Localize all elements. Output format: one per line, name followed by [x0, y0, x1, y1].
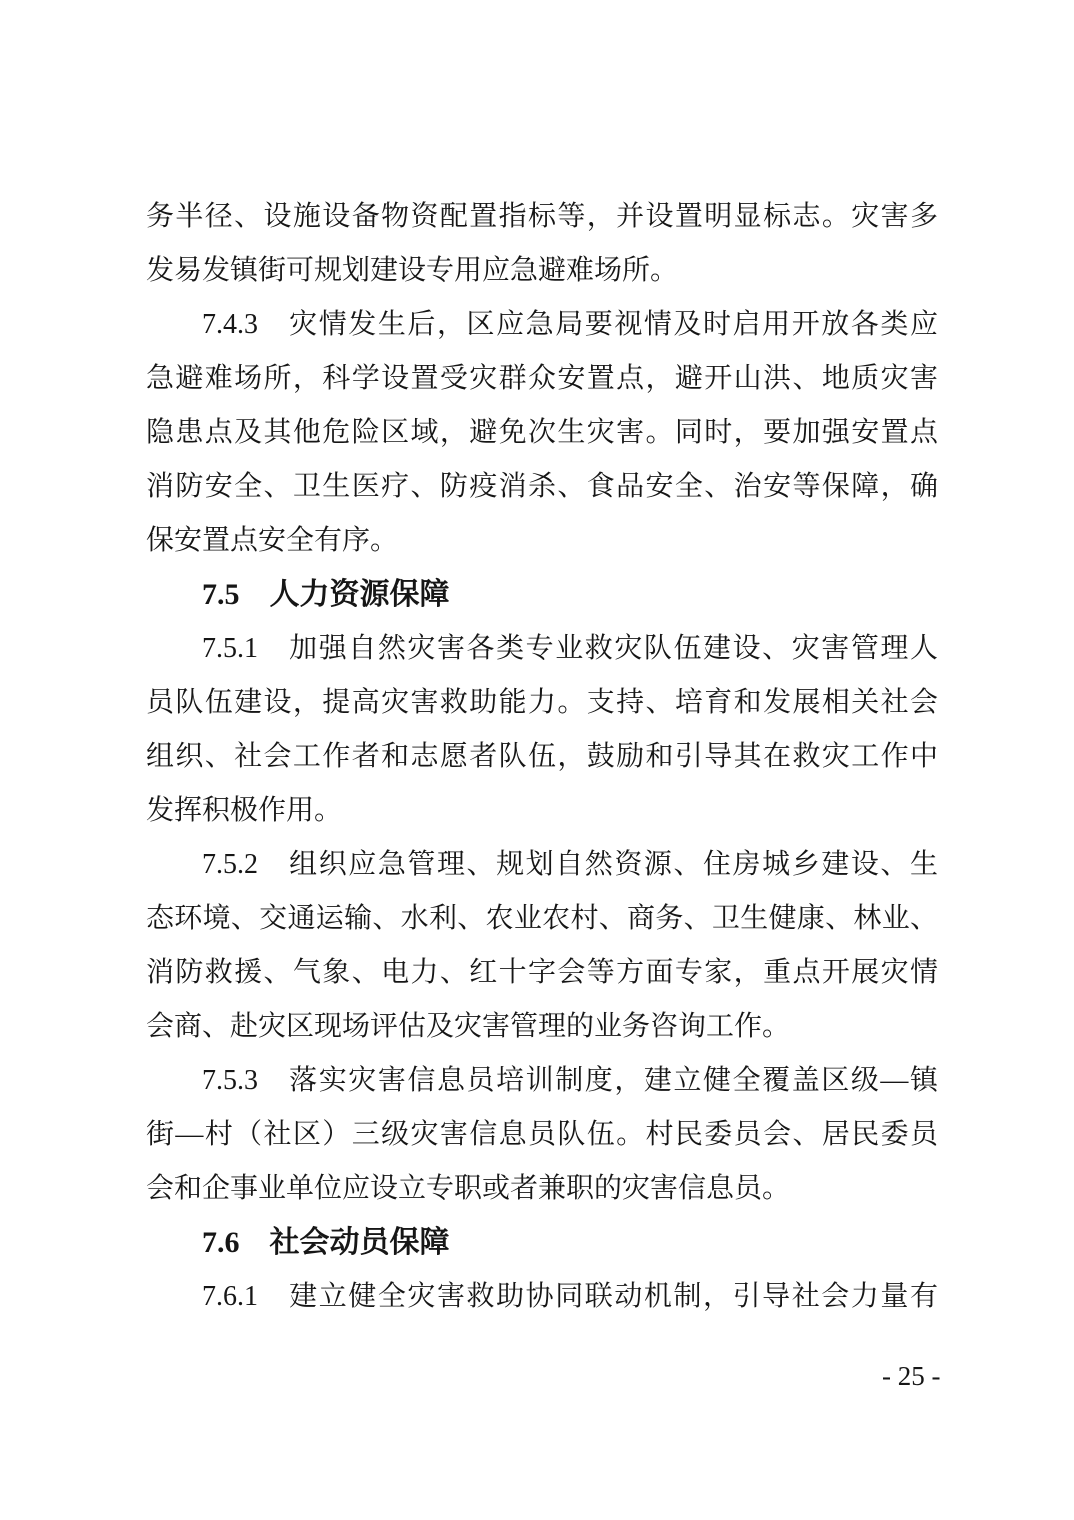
text-line: 组织、社会工作者和志愿者队伍，鼓励和引导其在救灾工作中: [146, 741, 938, 772]
text-line: 会商、赴灾区现场评估及灾害管理的业务咨询工作。: [146, 1011, 791, 1042]
section-heading-7-5: 7.5 人力资源保障: [202, 578, 450, 611]
text-line: 隐患点及其他危险区域，避免次生灾害。同时，要加强安置点: [146, 417, 938, 448]
page-number: - 25 -: [882, 1361, 941, 1391]
paragraph-7-5-3: 7.5.3 落实灾害信息员培训制度，建立健全覆盖区级—镇: [202, 1065, 938, 1096]
document-body: [146, 190, 938, 1324]
paragraph-7-4-3: 7.4.3 灾情发生后，区应急局要视情及时启用开放各类应: [202, 309, 938, 340]
text-line: 态环境、交通运输、水利、农业农村、商务、卫生健康、林业、: [146, 903, 938, 934]
text-line: 保安置点安全有序。: [146, 525, 399, 556]
section-heading-7-6: 7.6 社会动员保障: [202, 1226, 450, 1259]
text-line: 务半径、设施设备物资配置指标等，并设置明显标志。灾害多: [146, 201, 938, 232]
text-line: 员队伍建设，提高灾害救助能力。支持、培育和发展相关社会: [146, 687, 938, 718]
paragraph-7-5-2: 7.5.2 组织应急管理、规划自然资源、住房城乡建设、生: [202, 849, 938, 880]
text-line: 消防安全、卫生医疗、防疫消杀、食品安全、治安等保障，确: [146, 471, 938, 502]
paragraph-7-6-1: 7.6.1 建立健全灾害救助协同联动机制，引导社会力量有: [202, 1281, 938, 1312]
text-line: 会和企事业单位应设立专职或者兼职的灾害信息员。: [146, 1173, 791, 1204]
text-line: 发挥积极作用。: [146, 795, 343, 826]
text-line: 消防救援、气象、电力、红十字会等方面专家，重点开展灾情: [146, 957, 938, 988]
text-line: 街—村（社区）三级灾害信息员队伍。村民委员会、居民委员: [146, 1119, 938, 1150]
text-line: 发易发镇街可规划建设专用应急避难场所。: [146, 255, 679, 286]
paragraph-7-5-1: 7.5.1 加强自然灾害各类专业救灾队伍建设、灾害管理人: [202, 633, 938, 664]
text-line: 急避难场所，科学设置受灾群众安置点，避开山洪、地质灾害: [146, 363, 938, 394]
